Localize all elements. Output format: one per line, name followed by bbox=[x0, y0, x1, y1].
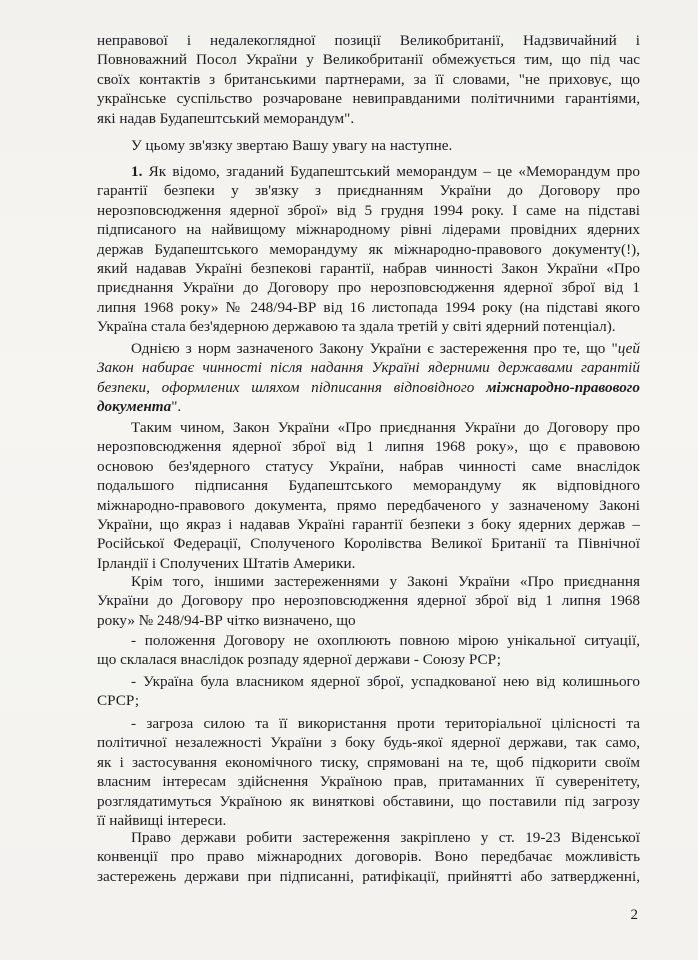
text-line: України, що якраз і надавав Україні гарантії безпеки з боку ядерних держав – bbox=[97, 516, 640, 534]
paragraph-intro bbox=[97, 136, 640, 155]
list-item-3 bbox=[97, 714, 640, 830]
text-line: СРСР; bbox=[97, 692, 140, 710]
text-line: - Україна була власником ядерної зброї, успадкованої нею від колишнього bbox=[131, 673, 640, 690]
paragraph-reservation bbox=[97, 339, 640, 417]
text-line: які надав Будапештський меморандум". bbox=[97, 109, 355, 127]
text-line bbox=[97, 378, 640, 397]
text-line: конвенції про право міжнародних договорів. Воно передбачає можливість bbox=[97, 848, 640, 866]
text-line: подальшого підписання Будапештського меморандуму як відповідного bbox=[97, 477, 640, 495]
text-line: гарантії безпеки у зв'язку з приєднанням України до Договору про bbox=[97, 182, 640, 200]
text-line: підписаного на найвищому міжнародному рівні лідерами провідних ядерних bbox=[97, 221, 640, 239]
text-line: приєднання України до Договору про нерозповсюдження ядерної зброї від 1 bbox=[97, 279, 640, 297]
text-line: нерозповсюдження ядерної зброї від 1 липня 1968 року», що є правовою bbox=[97, 438, 640, 456]
text-line: липня 1968 року» № 248/94-ВР від 16 листопада 1994 року (на підставі якого bbox=[97, 298, 640, 316]
text-line: як і застосування економічного тиску, спрямовані на те, щоб підкорити своїм bbox=[97, 753, 640, 771]
text-line: політичної незалежності України з боку будь-якої ядерної держави, так само, bbox=[97, 734, 640, 752]
text-fragment: ". bbox=[171, 398, 182, 416]
italic-fragment: цей bbox=[617, 340, 640, 357]
text-fragment: Як відомо, згаданий Будапештський меморандум – це «Меморандум про bbox=[142, 163, 640, 180]
list-item-1 bbox=[97, 631, 640, 670]
text-line: Ірландії і Сполучених Штатів Америки. bbox=[97, 554, 356, 572]
text-line: своїх контактів з британськими партнерами, за її словами, "не приховує, що bbox=[97, 70, 640, 88]
bold-italic-fragment: документа bbox=[97, 398, 172, 416]
text-line: Право держави робити застереження закріплено у ст. 19-23 Віденської bbox=[131, 829, 640, 846]
list-item-2 bbox=[97, 672, 640, 711]
paragraph-point-1 bbox=[97, 162, 640, 337]
point-number: 1. bbox=[131, 163, 143, 180]
bold-italic-fragment: міжнародно-правового bbox=[486, 378, 640, 396]
text-line: Таким чином, Закон України «Про приєднання України до Договору про bbox=[131, 419, 640, 436]
text-line: Російської Федерації, Сполученого Королівства Великої Британії та Північної bbox=[97, 535, 640, 553]
text-fragment: Однією з норм зазначеного Закону України є застереження про те, що " bbox=[131, 340, 618, 357]
text-line: міжнародно-правового документа, прямо передбаченого у зазначеному Законі bbox=[97, 496, 640, 514]
text-line: Крім того, іншими застереженнями у Законі України «Про приєднання bbox=[131, 573, 640, 590]
text-line: нерозповсюдження ядерної зброї» від 5 грудня 1994 року. І саме на підставі bbox=[97, 201, 640, 219]
text-line: Україна стала без'ядерною державою та здала третій у світі ядерний потенціал). bbox=[97, 318, 616, 336]
paragraph-right-of-state bbox=[97, 828, 640, 886]
paragraph-besides bbox=[97, 572, 640, 630]
italic-line: Закон набирає чинності після надання Україні ядерними державами гарантій bbox=[97, 359, 640, 377]
text-line: - загроза силою та її використання проти територіальної цілісності та bbox=[131, 715, 640, 732]
text-line: застережень держави при підписанні, ратифікації, прийнятті або затвердженні, bbox=[97, 867, 640, 885]
text-line: неправової і недалекоглядної позиції Великобританії, Надзвичайний і bbox=[97, 32, 640, 49]
text-line: розглядатимуться Україною як виняткові обставини, що поставили під загрозу bbox=[97, 792, 640, 810]
text-line: Повноважний Посол України у Великобританії обмежується тим, що під час bbox=[97, 51, 640, 69]
text-line bbox=[97, 162, 640, 181]
text-line bbox=[97, 339, 640, 358]
text-line: який надавав Україні безпекові гарантії, набрав чинності Закон України «Про bbox=[97, 260, 640, 278]
text-line: її найвищі інтереси. bbox=[97, 812, 227, 830]
page-number: 2 bbox=[630, 907, 638, 923]
text-line: що склалася внаслідок розпаду ядерної держави - Союзу РСР; bbox=[97, 651, 501, 669]
text-line: власним інтересам здійснення Україною прав, притаманних її суверенітету, bbox=[97, 773, 640, 791]
text-line: року» № 248/94-ВР чітко визначено, що bbox=[97, 611, 356, 629]
text-line: українське суспільство розчароване невиправданими політичними гарантіями, bbox=[97, 90, 640, 108]
italic-fragment: безпеки, оформлених шляхом підписання відповідного bbox=[97, 378, 487, 396]
text-line: У цьому зв'язку звертаю Вашу увагу на наступне. bbox=[131, 137, 453, 154]
text-line: - положення Договору не охоплюють повною мірою унікальної ситуації, bbox=[131, 632, 640, 649]
text-line: держав Будапештського меморандуму як міжнародно-правового документу(!), bbox=[97, 240, 640, 258]
paragraph-thus bbox=[97, 418, 640, 573]
text-line bbox=[97, 397, 640, 416]
text-line: основою без'ядерного статусу України, набрав чинності саме внаслідок bbox=[97, 457, 640, 475]
text-line: України до Договору про нерозповсюдження ядерної зброї від 1 липня 1968 bbox=[97, 592, 640, 610]
paragraph-continuation bbox=[97, 31, 640, 128]
